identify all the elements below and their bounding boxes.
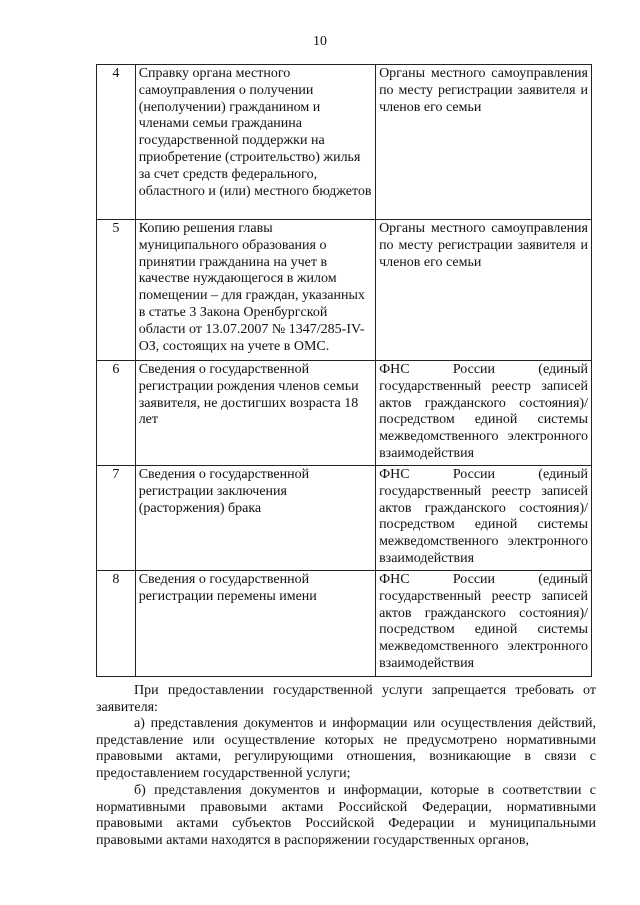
- row-number: 6: [97, 361, 136, 466]
- intro-paragraph: При предоставлении государственной услуги запрещается требовать от заявителя:: [96, 683, 596, 715]
- document-source-cell: Органы местного самоуправления по месту регистрации заявителя и членов его семьи: [376, 65, 592, 220]
- document-name-cell: Копию решения главы муниципального образования о принятии гражданина на учет в качестве нуждающегося в жилом помещении – для граждан, указанных в статье 3 Закона Оренбургской области от 13.07.2007 № 1347/285-IV-ОЗ, состоящих на учете в ОМС.: [135, 220, 375, 361]
- document-name-cell: Сведения о государственной регистрации перемены имени: [135, 571, 375, 677]
- row-number: 5: [97, 220, 136, 361]
- row-number: 7: [97, 466, 136, 571]
- row-number: 8: [97, 571, 136, 677]
- document-source-cell: Органы местного самоуправления по месту регистрации заявителя и членов его семьи: [376, 220, 592, 361]
- table-row: [97, 220, 592, 361]
- table-row: [97, 571, 592, 677]
- table-row: [97, 466, 592, 571]
- paragraph-item-a: а) представления документов и информации или осуществления действий, представление или осуществление которых не предусмотрено нормативными правовыми актами, регулирующими отношения, возникающие в связи с предоставлением государственной услуги;: [96, 716, 596, 781]
- document-source-cell: ФНС России (единый государственный реестр записей актов гражданского состояния)/посредством единой системы межведомственного электронного взаимодействия: [376, 361, 592, 466]
- document-source-cell: ФНС России (единый государственный реестр записей актов гражданского состояния)/посредством единой системы межведомственного электронного взаимодействия: [376, 571, 592, 677]
- document-source-cell: ФНС России (единый государственный реестр записей актов гражданского состояния)/ посредством единой системы межведомственного электронного взаимодействия: [376, 466, 592, 571]
- document-name-cell: Сведения о государственной регистрации заключения (расторжения) брака: [135, 466, 375, 571]
- document-name-cell: Сведения о государственной регистрации рождения членов семьи заявителя, не достигших возраста 18 лет: [135, 361, 375, 466]
- table-row: [97, 361, 592, 466]
- document-name-cell: Справку органа местного самоуправления о получении (неполучении) гражданином и членами семьи гражданина государственной поддержки на приобретение (строительство) жилья за счет средств федерального, областного и (или) местного бюджетов: [135, 65, 375, 220]
- documents-table: [96, 64, 592, 677]
- table-row: [97, 65, 592, 220]
- paragraph-item-b: б) представления документов и информации, которые в соответствии с нормативными правовыми актами Российской Федерации, нормативными правовыми актами субъектов Российской Федерации и муниципальными правовыми актами находятся в распоряжении государственных органов,: [96, 783, 596, 848]
- row-number: 4: [97, 65, 136, 220]
- page-number: 10: [313, 34, 327, 49]
